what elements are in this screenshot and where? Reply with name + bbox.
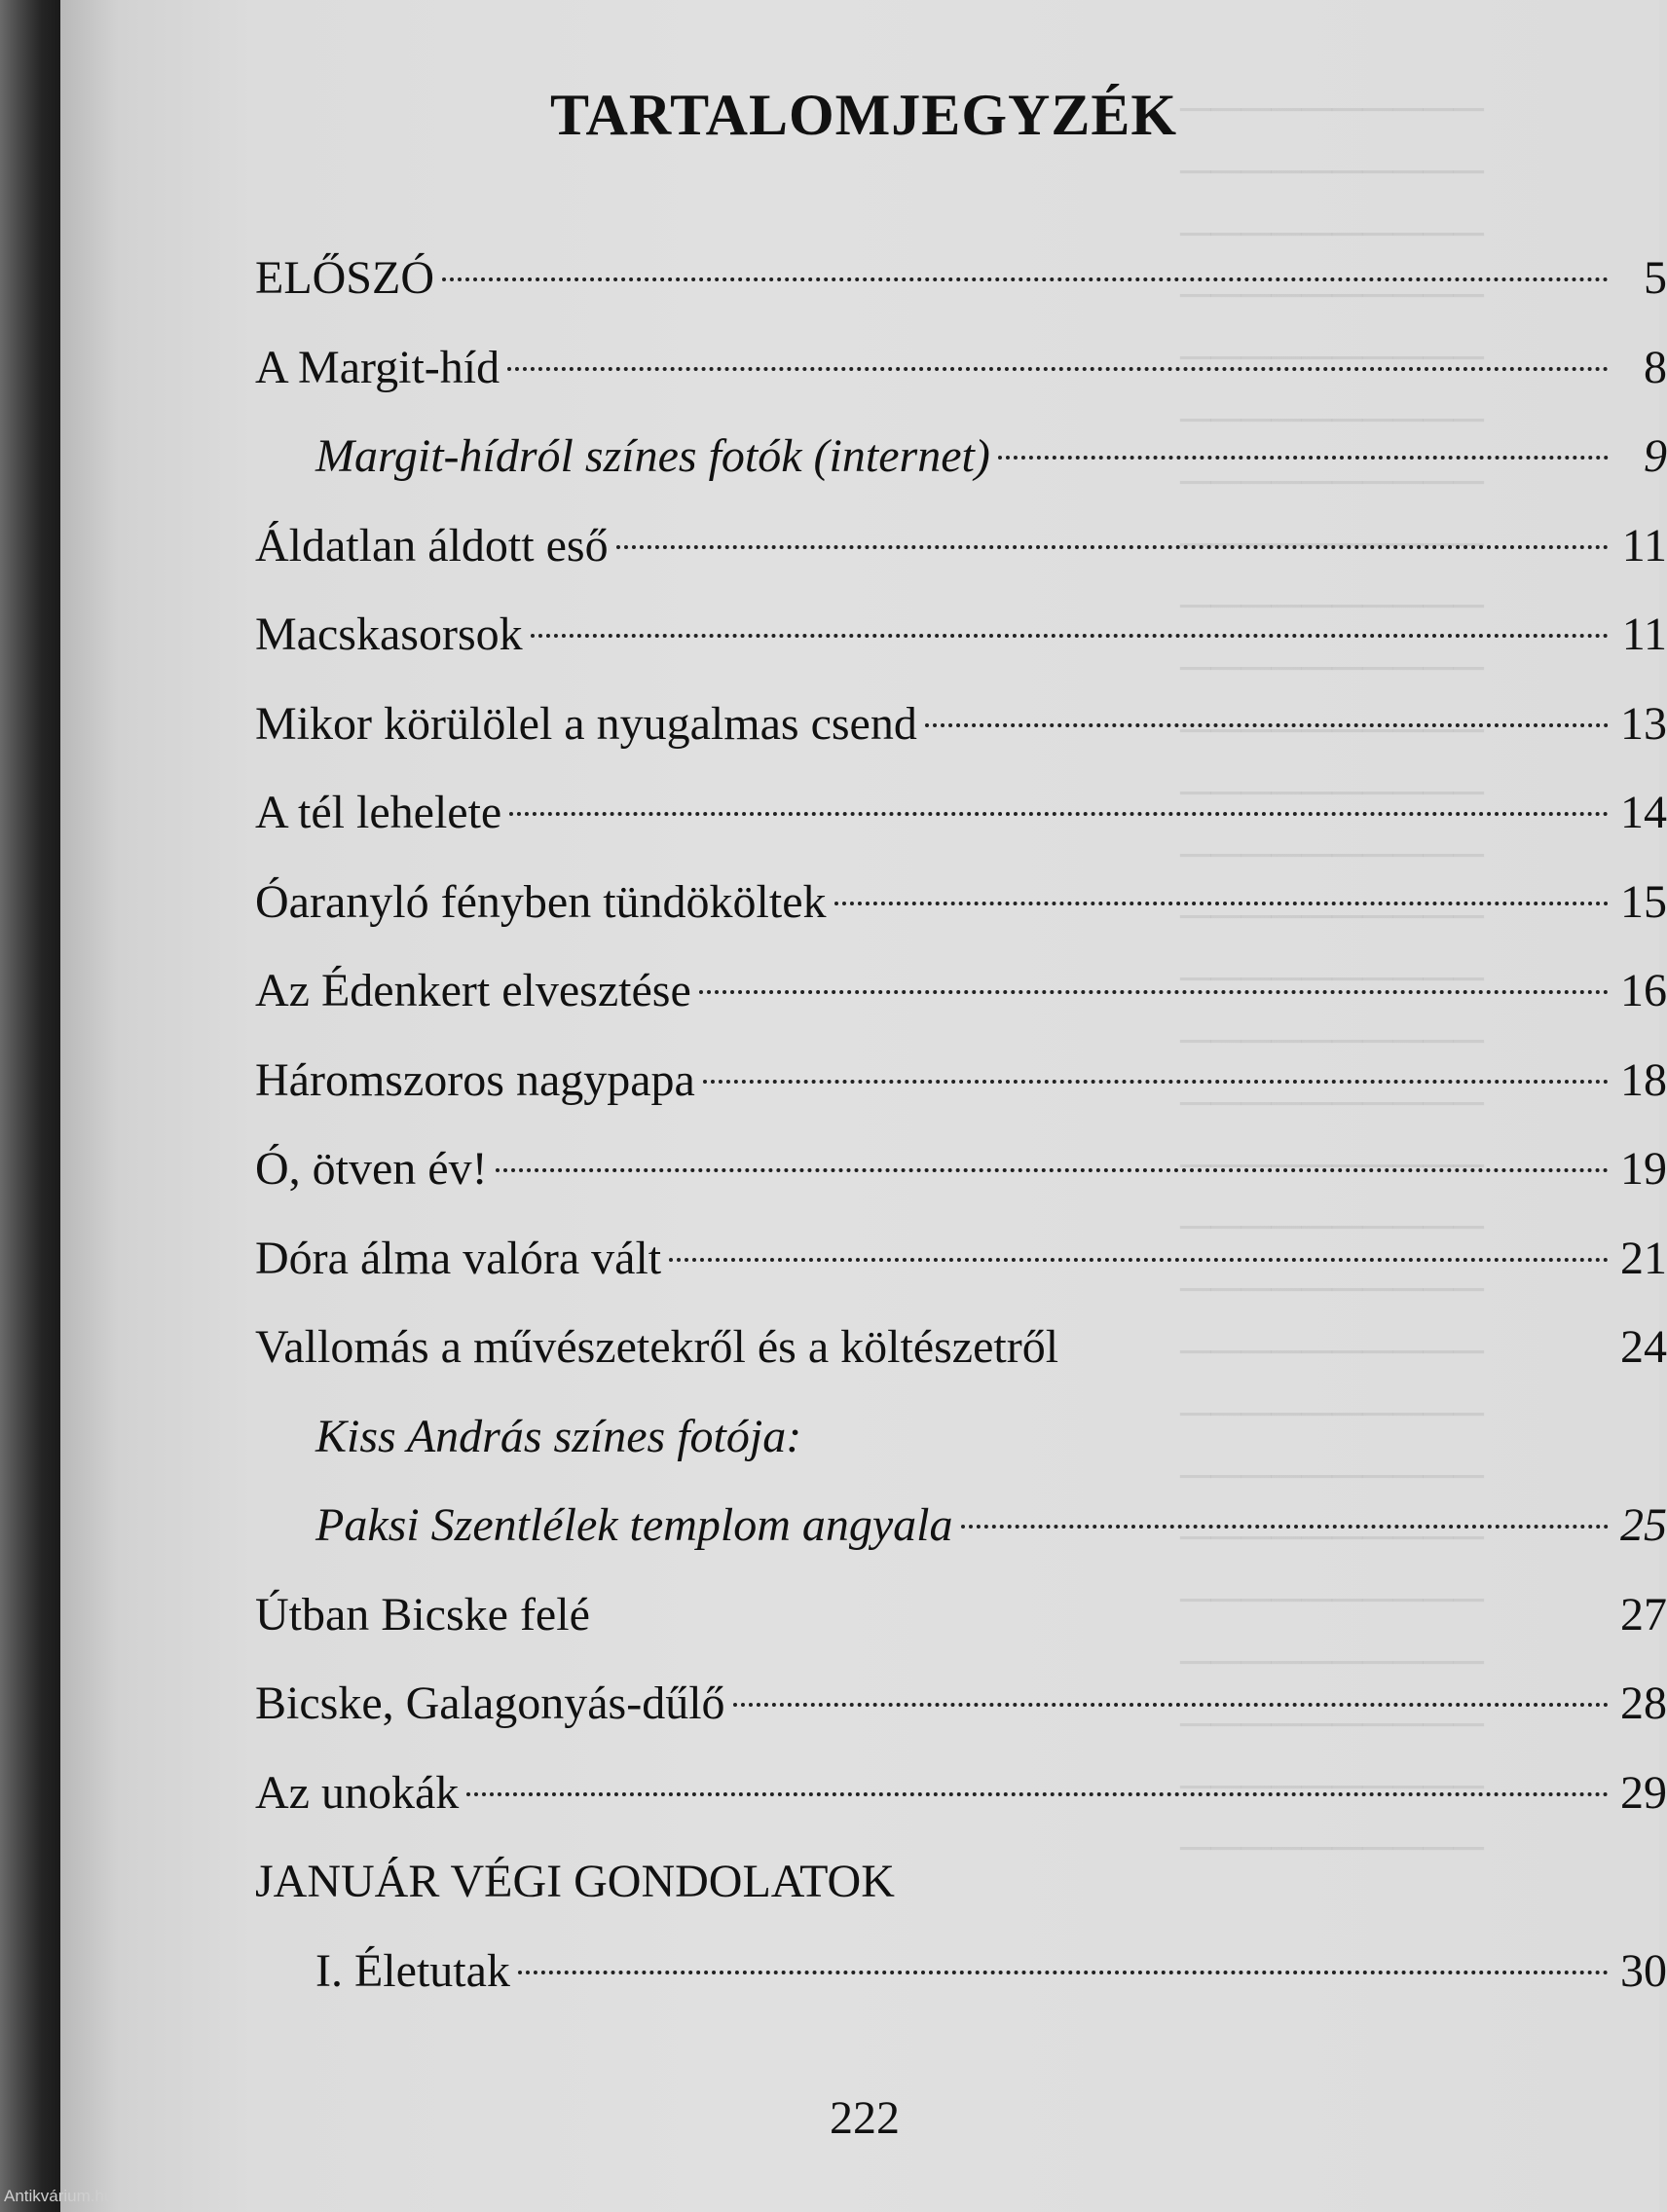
toc-entry	[255, 1927, 1667, 2016]
toc-entry-title: Ó, ötven év!	[255, 1143, 488, 1195]
dot-leader	[531, 634, 1609, 638]
toc-entry-page: 30	[1620, 1944, 1667, 1997]
toc-entry-title: Vallomás a művészetekről és a költészetről	[255, 1321, 1059, 1373]
toc-entry-title: Mikor körülölel a nyugalmas csend	[255, 697, 917, 750]
dot-leader	[834, 902, 1610, 905]
toc-entry-page: 28	[1620, 1677, 1667, 1729]
dot-leader	[442, 277, 1609, 281]
toc-entry-title: Az Édenkert elvesztése	[255, 965, 691, 1016]
toc-entry-title: ELŐSZÓ	[255, 252, 434, 304]
toc-entry-page: 29	[1620, 1766, 1667, 1819]
toc-entry-page: 27	[1620, 1588, 1667, 1641]
toc-entry-title: Útban Bicske felé	[255, 1588, 590, 1641]
watermark: Antikvárium.hu	[4, 2187, 114, 2205]
toc-entry	[255, 1303, 1667, 1392]
toc-entry-page: 18	[1620, 1053, 1667, 1106]
toc-entry-title: I. Életutak	[315, 1944, 510, 1997]
book-spine	[0, 0, 60, 2212]
toc-entry-title: Paksi Szentlélek templom angyala	[315, 1499, 953, 1551]
toc-entry	[255, 946, 1667, 1036]
toc-entry	[255, 680, 1667, 769]
toc-entry	[255, 768, 1667, 858]
dot-leader	[509, 812, 1609, 816]
toc-entry	[255, 1481, 1667, 1570]
toc-entry	[255, 501, 1667, 591]
dot-leader	[496, 1168, 1609, 1172]
toc-entry-title: Margit-hídról színes fotók (internet)	[315, 430, 990, 482]
toc-entry-title: Óaranyló fényben tündököltek	[255, 875, 827, 928]
toc-entry-page: 11	[1621, 608, 1667, 660]
toc-entry-title: Dóra álma valóra vált	[255, 1232, 662, 1284]
toc-entry-page: 16	[1620, 965, 1667, 1016]
toc-entry	[255, 1214, 1667, 1304]
toc-entry	[255, 1036, 1667, 1125]
toc-entry-title: Kiss András színes fotója:	[315, 1410, 802, 1462]
book-page	[60, 0, 1667, 2212]
toc-entry	[255, 1124, 1667, 1214]
toc-entry	[255, 234, 1667, 323]
table-of-contents	[255, 234, 1667, 2015]
toc-entry	[255, 1392, 1667, 1482]
dot-leader	[961, 1525, 1610, 1529]
toc-entry-page: 21	[1620, 1232, 1667, 1284]
toc-entry-page: 14	[1620, 787, 1667, 838]
toc-entry-page: 19	[1620, 1143, 1667, 1195]
toc-entry-page: 24	[1620, 1321, 1667, 1373]
dot-leader	[703, 1080, 1609, 1084]
dot-leader	[507, 367, 1609, 371]
dot-leader	[998, 456, 1609, 460]
dot-leader	[669, 1258, 1609, 1262]
toc-entry-title: A tél lehelete	[255, 787, 502, 838]
toc-entry-title: Macskasorsok	[255, 608, 523, 660]
page-number: 222	[830, 2092, 900, 2144]
toc-section-heading	[255, 1837, 1667, 1927]
dot-leader	[466, 1792, 1609, 1796]
dot-leader	[518, 1971, 1609, 1974]
toc-entry	[255, 1570, 1667, 1660]
toc-entry-title: Háromszoros nagypapa	[255, 1053, 695, 1106]
toc-entry-page: 11	[1621, 519, 1667, 571]
toc-entry	[255, 1749, 1667, 1838]
toc-entry-page: 13	[1620, 697, 1667, 750]
toc-entry-title: JANUÁR VÉGI GONDOLATOK	[255, 1856, 895, 1907]
dot-leader	[699, 990, 1609, 994]
toc-entry-page: 5	[1644, 252, 1667, 304]
toc-entry-title: Áldatlan áldott eső	[255, 519, 609, 571]
toc-entry-page: 8	[1644, 341, 1667, 393]
toc-entry-title: Bicske, Galagonyás-dűlő	[255, 1677, 725, 1729]
dot-leader	[616, 545, 1609, 549]
toc-entry	[255, 858, 1667, 947]
toc-entry-page: 25	[1620, 1499, 1667, 1551]
toc-entry	[255, 590, 1667, 680]
toc-entry-title: A Margit-híd	[255, 341, 500, 393]
dot-leader	[925, 723, 1609, 727]
show-through-texture: ────────── ────────── ────────── ────────── ────────── ────────── ────────── ────────── ────────── ────────── ────────── ────────── ────────── ────────── ────────── ────────── ────────── ────────── ────────── ────────── ────────── ────────── ────────── ────────── ────────── ────────── ────────── ────────── ──────────	[1180, 85, 1484, 1872]
toc-entry-title: Az unokák	[255, 1766, 460, 1819]
toc-entry	[255, 323, 1667, 413]
dot-leader	[733, 1703, 1609, 1707]
toc-entry	[255, 1659, 1667, 1749]
page-heading: TARTALOMJEGYZÉK	[549, 83, 1178, 147]
toc-entry	[255, 412, 1667, 501]
toc-entry-page: 15	[1620, 875, 1667, 928]
toc-entry-page: 9	[1644, 430, 1667, 482]
